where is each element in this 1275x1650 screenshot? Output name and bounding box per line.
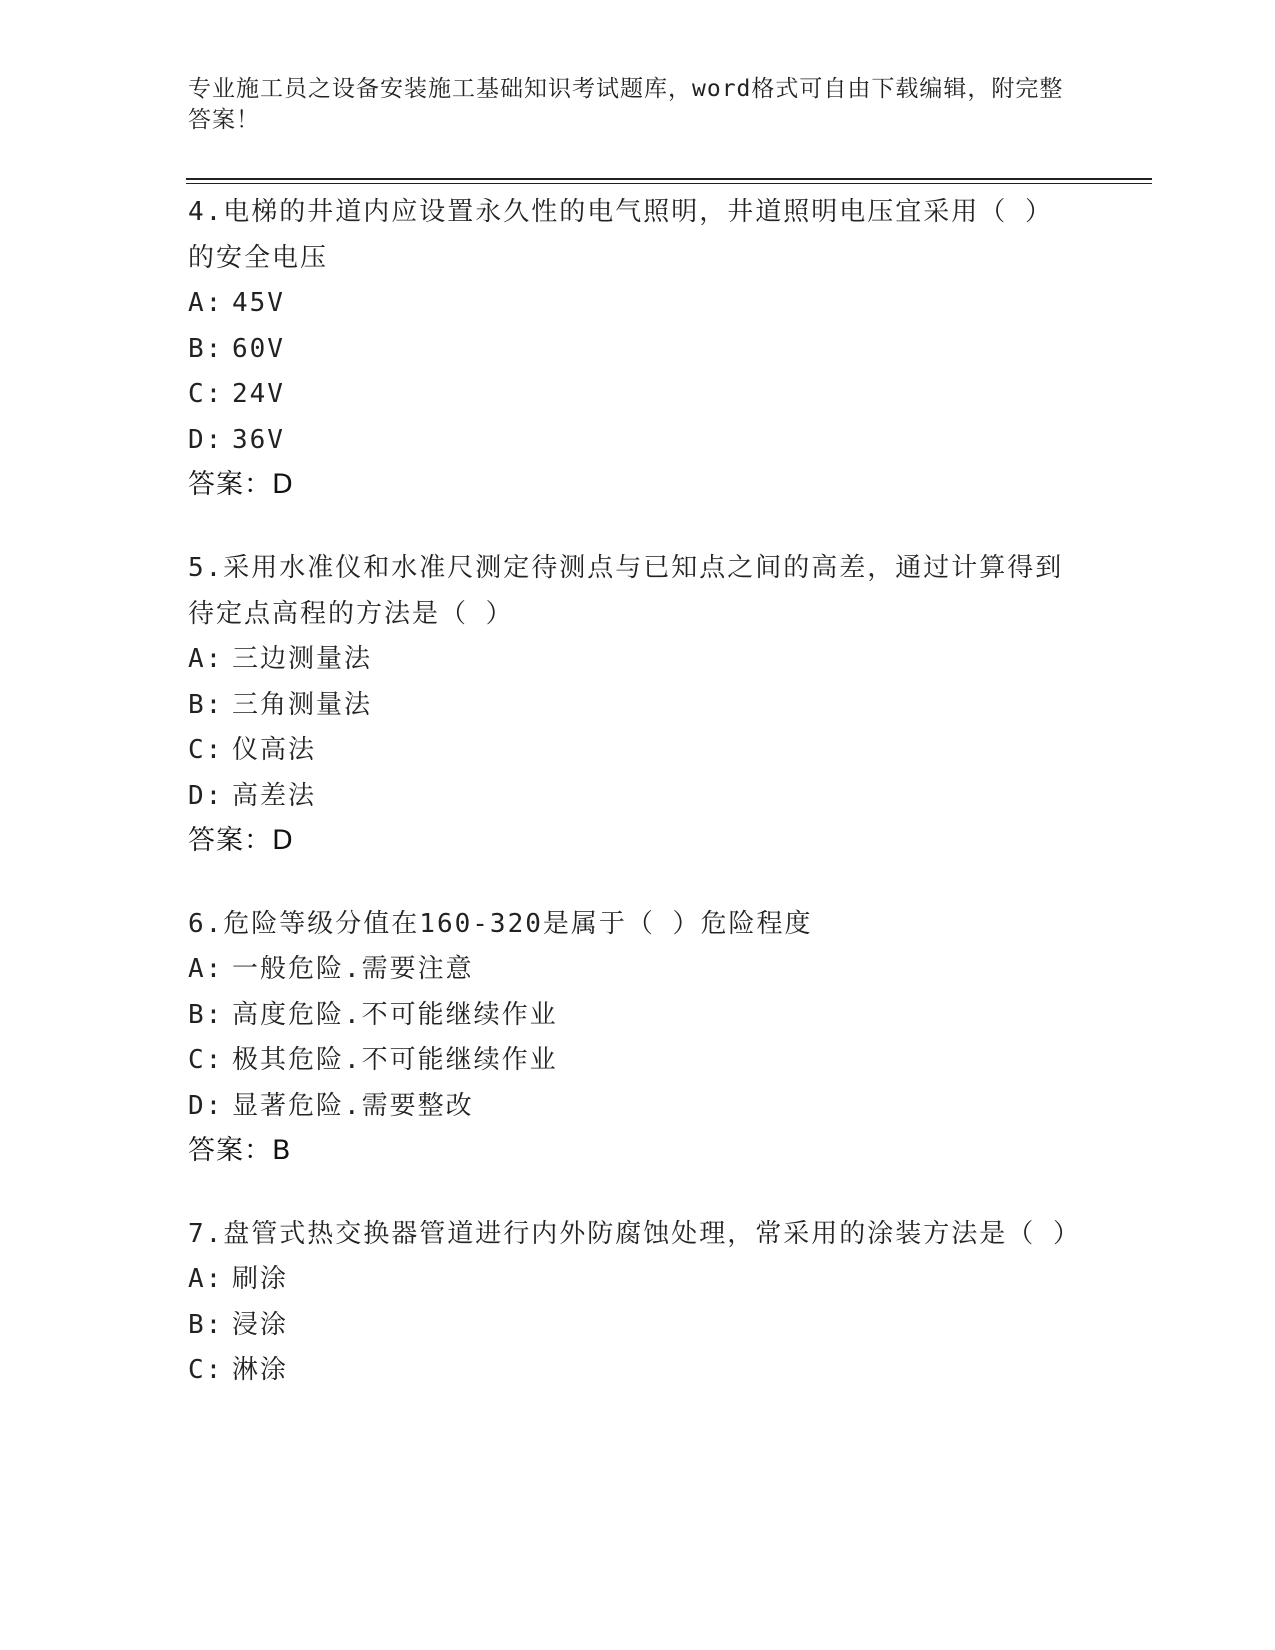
option-text: 刷涂 [232, 1264, 289, 1294]
option-key: B: [188, 333, 224, 364]
option-text: 高度危险.不可能继续作业 [232, 999, 558, 1030]
option-key: B: [188, 1309, 224, 1340]
option-b [188, 683, 1068, 729]
option-key: A: [188, 954, 224, 984]
question-stem: 5.采用水准仪和水准尺测定待测点与已知点之间的高差，通过计算得到待定点高程的方法是（ ） [188, 553, 1064, 629]
question-4 [188, 189, 1068, 507]
option-key: C: [188, 1045, 224, 1075]
option-key: A: [188, 1264, 224, 1294]
option-text: 36V [232, 424, 285, 455]
option-key: B: [188, 689, 224, 720]
option-text: 浸涂 [232, 1309, 289, 1340]
answer-line: 答案：D [188, 469, 294, 500]
page-header-text: 专业施工员之设备安装施工基础知识考试题库，word格式可自由下载编辑，附完整答案！ [188, 76, 1064, 133]
question-7 [188, 1211, 1081, 1394]
question-stem: 7.盘管式热交换器管道进行内外防腐蚀处理，常采用的涂装方法是（ ） [188, 1219, 1081, 1249]
question-5 [188, 545, 1068, 863]
option-d [188, 774, 1068, 820]
option-b [188, 993, 1068, 1039]
option-c [188, 1348, 1068, 1394]
header-divider-thick [186, 178, 1152, 180]
question-stem: 4.电梯的井道内应设置永久性的电气照明，井道照明电压宜采用（ ）的安全电压 [188, 197, 1053, 273]
option-key: C: [188, 735, 224, 765]
option-b [188, 327, 1068, 373]
option-text: 仪高法 [232, 735, 317, 765]
option-text: 高差法 [232, 780, 317, 811]
question-list [188, 189, 1081, 1394]
option-key: D: [188, 780, 224, 811]
option-d [188, 418, 1068, 464]
answer-line: 答案：B [188, 1135, 292, 1166]
option-c [188, 372, 1068, 418]
option-text: 淋涂 [232, 1355, 289, 1385]
option-a [188, 637, 1068, 683]
option-key: C: [188, 379, 224, 409]
option-key: D: [188, 424, 224, 455]
option-text: 60V [232, 333, 285, 364]
option-key: A: [188, 288, 224, 318]
option-a [188, 947, 1068, 993]
option-text: 24V [232, 379, 285, 409]
option-text: 三边测量法 [232, 644, 373, 674]
option-text: 三角测量法 [232, 689, 373, 720]
option-key: D: [188, 1090, 224, 1121]
option-key: A: [188, 644, 224, 674]
option-d [188, 1084, 1068, 1130]
option-c [188, 1038, 1068, 1084]
option-text: 一般危险.需要注意 [232, 954, 474, 984]
question-6 [188, 901, 1068, 1173]
option-c [188, 728, 1068, 774]
question-stem: 6.危险等级分值在160-320是属于（ ）危险程度 [188, 909, 813, 939]
option-key: B: [188, 999, 224, 1030]
header-divider-thin [186, 183, 1152, 184]
option-key: C: [188, 1355, 224, 1385]
option-text: 显著危险.需要整改 [232, 1090, 474, 1121]
option-b [188, 1303, 1068, 1349]
option-text: 45V [232, 288, 285, 318]
option-a [188, 281, 1068, 327]
answer-line: 答案：D [188, 825, 294, 856]
option-text: 极其危险.不可能继续作业 [232, 1045, 558, 1075]
option-a [188, 1257, 1068, 1303]
